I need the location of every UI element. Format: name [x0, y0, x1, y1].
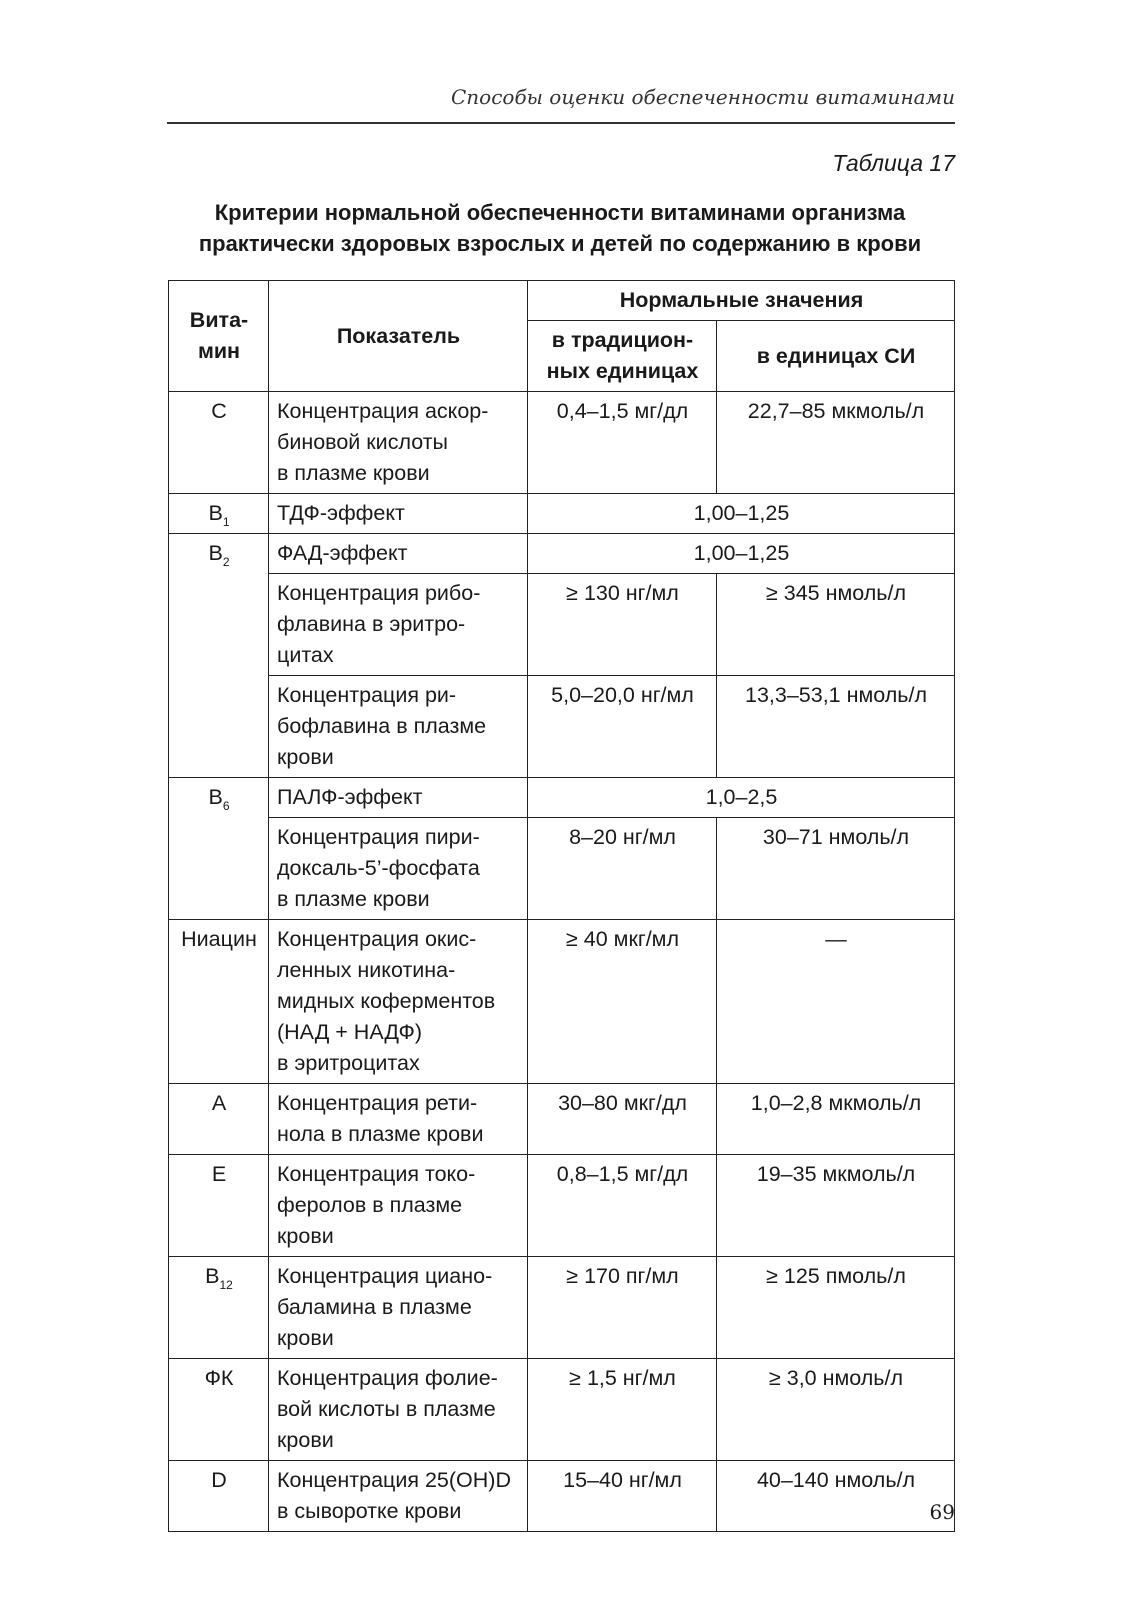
- vitamin-cell: [169, 1257, 269, 1359]
- indicator-line: Концентрация пири-: [277, 825, 480, 849]
- vitamin-cell: [169, 494, 269, 534]
- indicator-cell: [269, 1257, 528, 1359]
- table-row: [169, 676, 955, 778]
- table-row: [169, 574, 955, 676]
- indicator-cell: [269, 494, 528, 534]
- header-normal-values: Нормальные значения: [528, 281, 955, 321]
- indicator-line: крови: [277, 1428, 334, 1452]
- header-vitamin-line-1: Вита-: [189, 308, 249, 332]
- indicator-line: цитах: [277, 643, 334, 667]
- indicator-cell: [269, 534, 528, 574]
- merged-value-cell: 1,00–1,25: [528, 494, 955, 534]
- indicator-line: ТДФ-эффект: [277, 501, 405, 525]
- vitamin-cell: [169, 534, 269, 778]
- table-row: [169, 920, 955, 1084]
- indicator-line: биновой кислоты: [277, 430, 449, 454]
- vitamin-letter: B: [208, 541, 223, 565]
- indicator-line: феролов в плазме: [277, 1193, 463, 1217]
- traditional-value-cell: ≥ 130 нг/мл: [528, 574, 717, 676]
- table-row: [169, 1155, 955, 1257]
- traditional-value-cell: 15–40 нг/мл: [528, 1461, 717, 1532]
- page-number: 69: [929, 1500, 955, 1524]
- vitamin-subscript: 2: [222, 555, 230, 569]
- header-si-units: в единицах СИ: [717, 321, 955, 392]
- indicator-line: Концентрация рети-: [277, 1091, 478, 1115]
- table-title: [150, 197, 970, 259]
- vitamin-letter: B: [205, 1264, 220, 1288]
- traditional-value-cell: 5,0–20,0 нг/мл: [528, 676, 717, 778]
- indicator-line: крови: [277, 745, 334, 769]
- indicator-line: доксаль-5’-фосфата: [277, 856, 480, 880]
- vitamin-subscript: 12: [219, 1278, 233, 1292]
- table-row: [169, 1257, 955, 1359]
- si-value-cell: —: [717, 920, 955, 1084]
- vitamin-cell: D: [169, 1461, 269, 1532]
- si-value-cell: 22,7–85 мкмоль/л: [717, 392, 955, 494]
- si-value-cell: ≥ 345 нмоль/л: [717, 574, 955, 676]
- indicator-cell: [269, 1084, 528, 1155]
- indicator-line: Концентрация окис-: [277, 927, 477, 951]
- indicator-line: мидных коферментов: [277, 989, 496, 1013]
- indicator-cell: [269, 676, 528, 778]
- indicator-line: баламина в плазме: [277, 1295, 472, 1319]
- header-traditional-line-2: ных единицах: [546, 359, 699, 383]
- indicator-line: крови: [277, 1326, 334, 1350]
- vitamin-letter: B: [208, 785, 223, 809]
- vitamin-criteria-table: [168, 280, 955, 1532]
- indicator-line: ПАЛФ-эффект: [277, 785, 423, 809]
- table-row: [169, 1359, 955, 1461]
- indicator-line: флавина в эритро-: [277, 612, 466, 636]
- indicator-line: в эритроцитах: [277, 1051, 420, 1075]
- indicator-line: в сыворотке крови: [277, 1499, 462, 1523]
- running-head: Способы оценки обеспеченности витаминами: [450, 85, 955, 109]
- header-rule: [167, 122, 955, 124]
- indicator-line: ленных никотина-: [277, 958, 456, 982]
- indicator-cell: [269, 392, 528, 494]
- si-value-cell: 13,3–53,1 нмоль/л: [717, 676, 955, 778]
- vitamin-letter: B: [208, 501, 223, 525]
- indicator-line: нола в плазме крови: [277, 1122, 484, 1146]
- indicator-line: вой кислоты в плазме: [277, 1397, 496, 1421]
- table-row: [169, 818, 955, 920]
- indicator-line: Концентрация циано-: [277, 1264, 493, 1288]
- traditional-value-cell: 0,8–1,5 мг/дл: [528, 1155, 717, 1257]
- si-value-cell: 30–71 нмоль/л: [717, 818, 955, 920]
- merged-value-cell: 1,0–2,5: [528, 778, 955, 818]
- indicator-line: бофлавина в плазме: [277, 714, 487, 738]
- indicator-line: в плазме крови: [277, 461, 430, 485]
- traditional-value-cell: ≥ 40 мкг/мл: [528, 920, 717, 1084]
- indicator-line: Концентрация ри-: [277, 683, 457, 707]
- indicator-cell: [269, 574, 528, 676]
- indicator-line: Концентрация аскор-: [277, 399, 489, 423]
- header-vitamin-line-2: мин: [197, 339, 241, 363]
- indicator-cell: [269, 920, 528, 1084]
- vitamin-cell: C: [169, 392, 269, 494]
- table-row: [169, 1084, 955, 1155]
- si-value-cell: ≥ 3,0 нмоль/л: [717, 1359, 955, 1461]
- indicator-cell: [269, 778, 528, 818]
- table-row: [169, 778, 955, 818]
- indicator-line: (НАД + НАДФ): [277, 1020, 422, 1044]
- vitamin-subscript: 6: [222, 799, 230, 813]
- table-row: [169, 494, 955, 534]
- header-vitamin: [169, 281, 269, 392]
- indicator-cell: [269, 1155, 528, 1257]
- indicator-line: Концентрация фолие-: [277, 1366, 498, 1390]
- indicator-cell: [269, 1359, 528, 1461]
- vitamin-cell: E: [169, 1155, 269, 1257]
- traditional-value-cell: ≥ 170 пг/мл: [528, 1257, 717, 1359]
- si-value-cell: 19–35 мкмоль/л: [717, 1155, 955, 1257]
- header-indicator: Показатель: [269, 281, 528, 392]
- table-label: Таблица 17: [832, 150, 955, 176]
- indicator-line: Концентрация рибо-: [277, 581, 481, 605]
- merged-value-cell: 1,00–1,25: [528, 534, 955, 574]
- table-row: [169, 392, 955, 494]
- header-traditional-units: [528, 321, 717, 392]
- si-value-cell: 1,0–2,8 мкмоль/л: [717, 1084, 955, 1155]
- indicator-line: Концентрация токо-: [277, 1162, 476, 1186]
- traditional-value-cell: ≥ 1,5 нг/мл: [528, 1359, 717, 1461]
- traditional-value-cell: 30–80 мкг/дл: [528, 1084, 717, 1155]
- si-value-cell: ≥ 125 пмоль/л: [717, 1257, 955, 1359]
- traditional-value-cell: 8–20 нг/мл: [528, 818, 717, 920]
- vitamin-cell: A: [169, 1084, 269, 1155]
- vitamin-cell: ФК: [169, 1359, 269, 1461]
- vitamin-subscript: 1: [222, 515, 230, 529]
- indicator-line: Концентрация 25(OH)D: [277, 1468, 511, 1492]
- header-row: [169, 281, 955, 321]
- table-title-line-2: практически здоровых взрослых и детей по содержанию в крови: [198, 231, 922, 256]
- indicator-line: крови: [277, 1224, 334, 1248]
- table-row: [169, 534, 955, 574]
- vitamin-cell: [169, 778, 269, 920]
- vitamin-cell: Ниацин: [169, 920, 269, 1084]
- header-traditional-line-1: в традицион-: [551, 328, 694, 352]
- table-title-line-1: Критерии нормальной обеспеченности витаминами организма: [214, 200, 906, 225]
- traditional-value-cell: 0,4–1,5 мг/дл: [528, 392, 717, 494]
- indicator-line: ФАД-эффект: [277, 541, 408, 565]
- si-value-cell: 40–140 нмоль/л: [717, 1461, 955, 1532]
- indicator-cell: [269, 818, 528, 920]
- indicator-line: в плазме крови: [277, 887, 430, 911]
